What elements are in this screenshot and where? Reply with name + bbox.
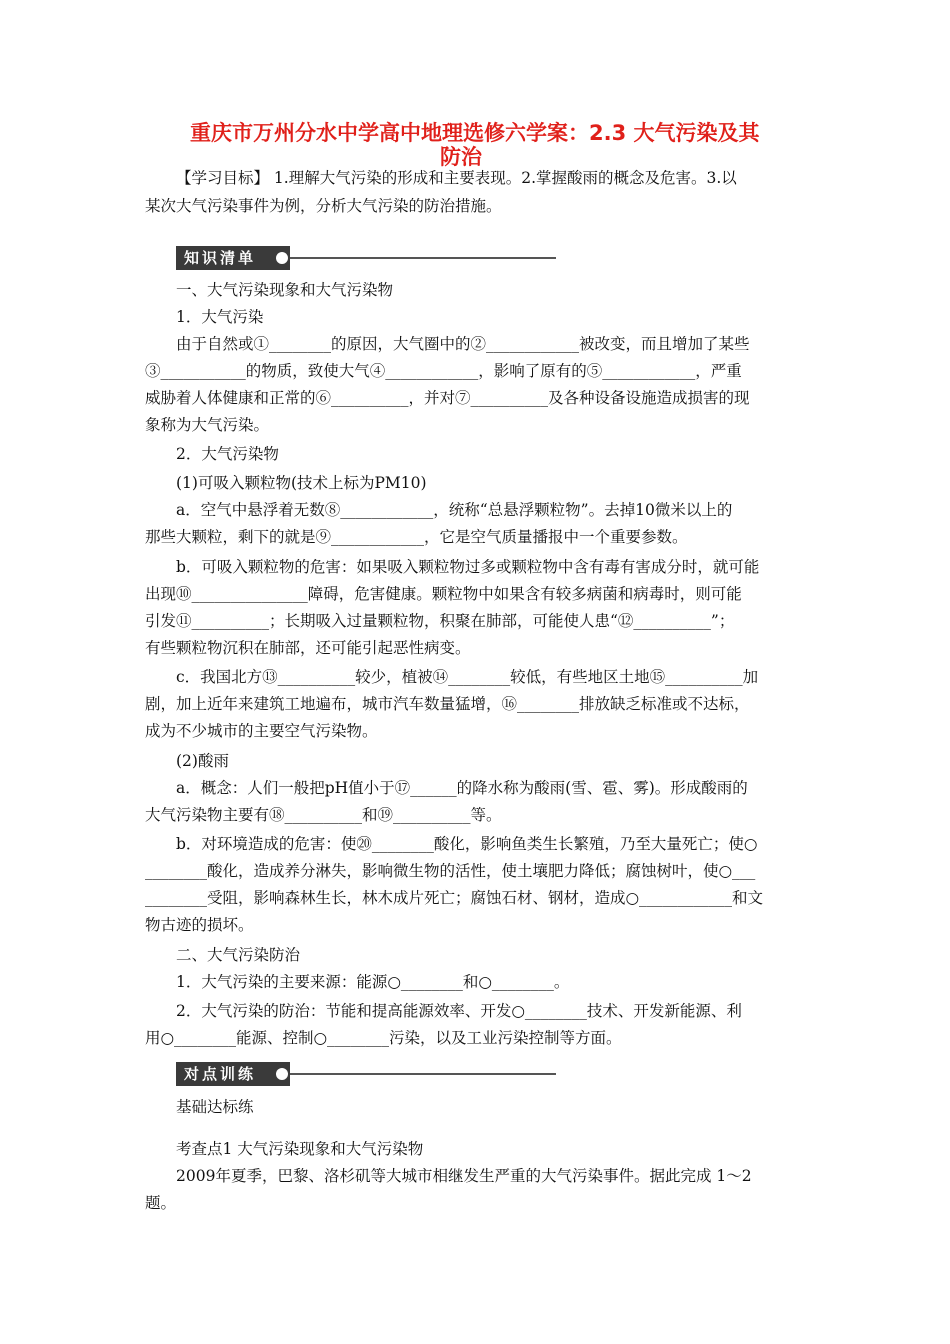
- text-line: 出现⑩_______________障碍，危害健康。颗粒物中如果含有较多病菌和病毒时，则可能: [145, 585, 742, 603]
- text-line: 引发⑪__________；长期吸入过量颗粒物，积聚在肺部，可能使人患“⑫__________”；: [145, 612, 735, 630]
- text-line: 1．大气污染的主要来源：能源○________和○________。: [176, 973, 570, 991]
- learning-goals: 【学习目标】 1.理解大气污染的形成和主要表现。2.掌握酸雨的概念及危害。3.以: [176, 169, 737, 187]
- bullet-icon: [276, 252, 288, 264]
- text-line: 成为不少城市的主要空气污染物。: [145, 722, 378, 740]
- text-line: 题。: [145, 1194, 177, 1212]
- section-rule: [290, 1073, 556, 1075]
- text-line: 威胁着人体健康和正常的⑥__________，并对⑦__________及各种设备设施造成损害的现: [145, 389, 750, 407]
- section-header-practice: [176, 1062, 556, 1086]
- heading: 二、大气污染防治: [176, 946, 301, 964]
- document-title-line1: 重庆市万州分水中学高中地理选修六学案：2.3 大气污染及其: [190, 121, 760, 145]
- bullet-icon: [276, 1068, 288, 1080]
- subheading: 基础达标练: [176, 1098, 254, 1116]
- subheading: 2．大气污染物: [176, 445, 279, 463]
- text-line: ________酸化，造成养分淋失，影响微生物的活性，使土壤肥力降低；腐蚀树叶，使○___: [145, 862, 756, 880]
- section-label: 知识清单: [176, 246, 290, 270]
- text-line: 由于自然或①________的原因，大气圈中的②____________被改变，而且增加了某些: [176, 335, 750, 353]
- text-line: ________受阻，影响森林生长，林木成片死亡；腐蚀石材、钢材，造成○____________和文: [145, 889, 764, 907]
- subheading: 1．大气污染: [176, 308, 264, 326]
- subheading: (1)可吸入颗粒物(技术上标为PM10): [176, 474, 427, 492]
- heading: 一、大气污染现象和大气污染物: [176, 281, 394, 299]
- text-line: 有些颗粒物沉积在肺部，还可能引起恶性病变。: [145, 639, 471, 657]
- subheading: (2)酸雨: [176, 752, 229, 770]
- document-title-line2: 防治: [440, 145, 482, 169]
- text-line: 那些大颗粒，剩下的就是⑨____________，它是空气质量播报中一个重要参数。: [145, 528, 688, 546]
- section-header-knowledge: [176, 246, 556, 270]
- text-line: c．我国北方⑬__________较少，植被⑭________较低，有些地区土地⑮__________加: [176, 668, 759, 686]
- text-line: 2．大气污染的防治：节能和提高能源效率、开发○________技术、开发新能源、利: [176, 1002, 742, 1020]
- text-line: 2009年夏季，巴黎、洛杉矶等大城市相继发生严重的大气污染事件。据此完成 1～2: [176, 1167, 752, 1185]
- text-line: 物古迹的损坏。: [145, 916, 254, 934]
- question-topic: 考查点1 大气污染现象和大气污染物: [176, 1140, 424, 1158]
- text-line: ③___________的物质，致使大气④____________，影响了原有的⑤____________，严重: [145, 362, 742, 380]
- section-label: 对点训练: [176, 1062, 290, 1086]
- text-line: 大气污染物主要有⑱__________和⑲__________等。: [145, 806, 502, 824]
- text-line: 剧，加上近年来建筑工地遍布，城市汽车数量猛增，⑯________排放缺乏标准或不达标，: [145, 695, 750, 713]
- text-line: 用○________能源、控制○________污染，以及工业污染控制等方面。: [145, 1029, 622, 1047]
- text-line: b．对环境造成的危害：使⑳________酸化，影响鱼类生长繁殖，乃至大量死亡；使○: [176, 835, 758, 853]
- learning-goals-cont: 某次大气污染事件为例，分析大气污染的防治措施。: [145, 197, 502, 215]
- text-line: a．概念：人们一般把pH值小于⑰______的降水称为酸雨(雪、雹、雾)。形成酸雨的: [176, 779, 748, 797]
- text-line: a．空气中悬浮着无数⑧____________，统称“总悬浮颗粒物”。去掉10微米以上的: [176, 501, 733, 519]
- text-line: b．可吸入颗粒物的危害：如果吸入颗粒物过多或颗粒物中含有毒有害成分时，就可能: [176, 558, 760, 576]
- text-line: 象称为大气污染。: [145, 416, 270, 434]
- section-rule: [290, 257, 556, 259]
